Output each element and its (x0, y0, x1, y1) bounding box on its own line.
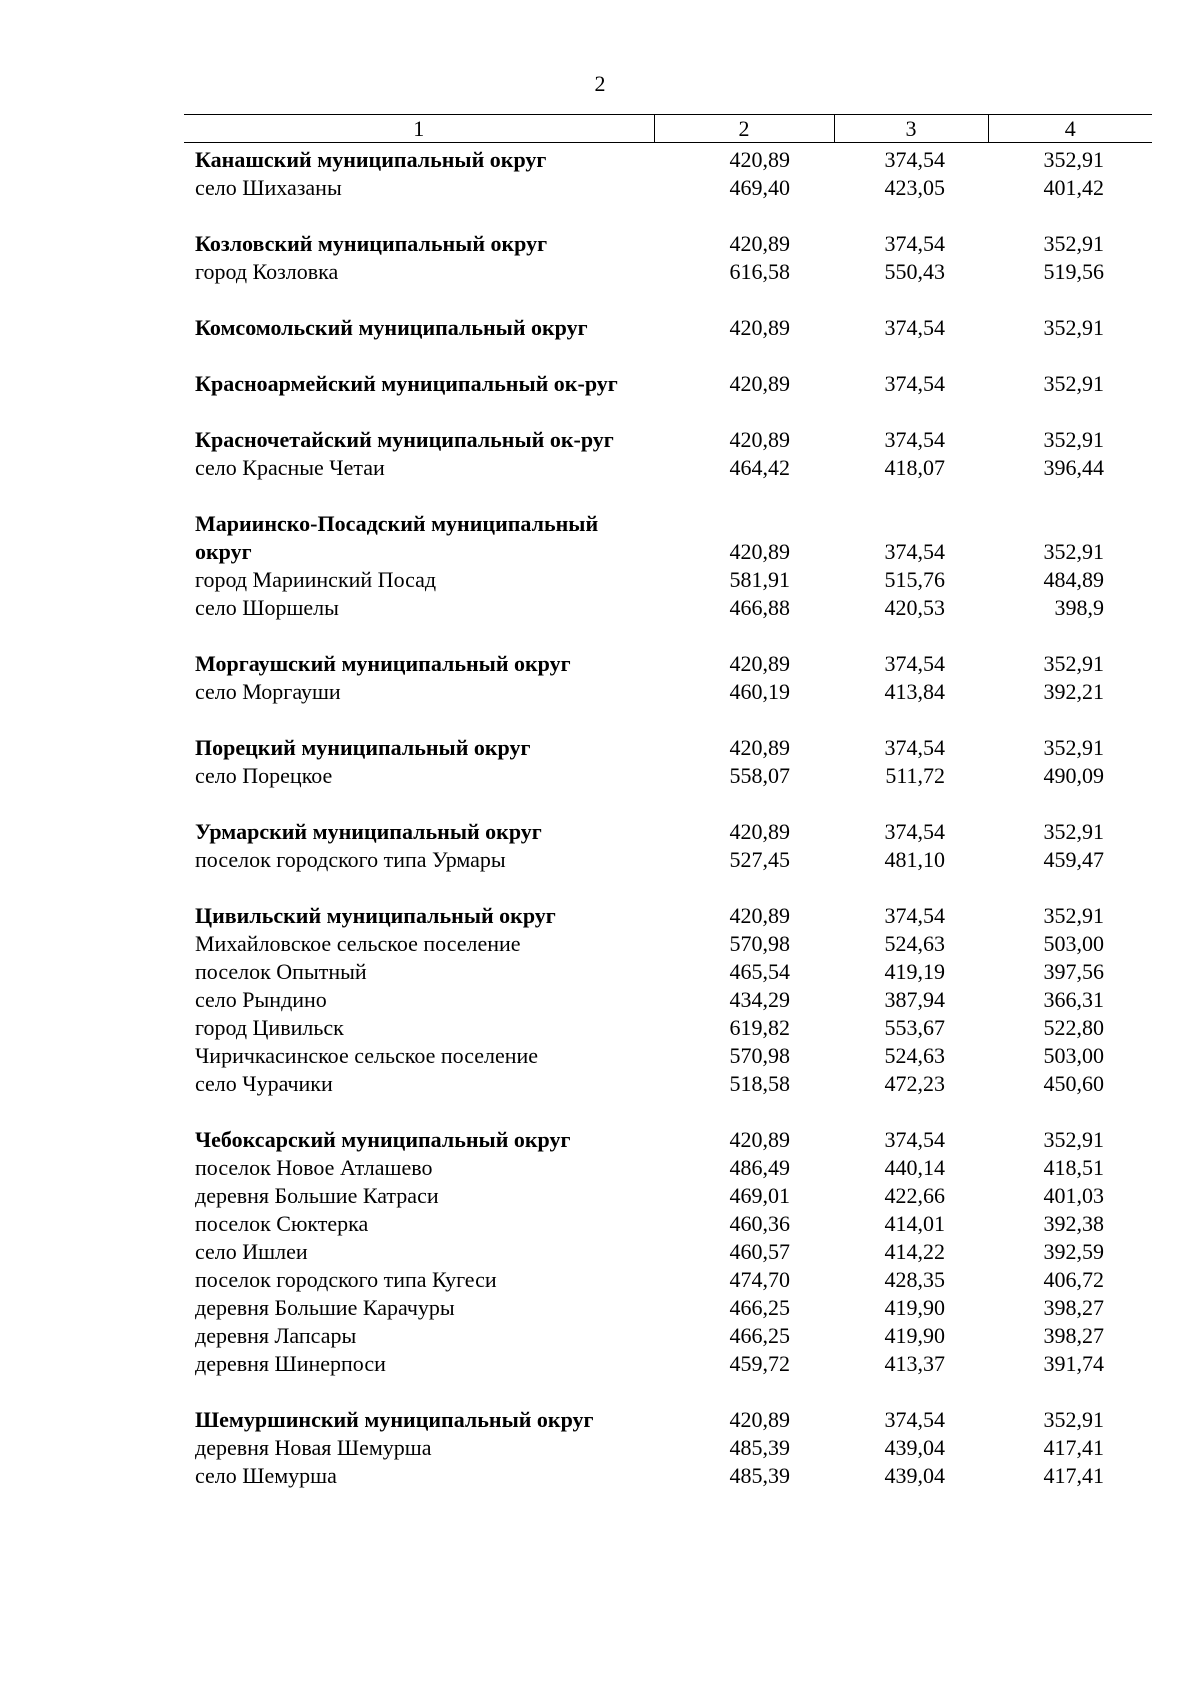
value-col-2: 465,54 (729, 959, 790, 984)
settlement-row (184, 762, 1152, 790)
value-col-4: 522,80 (1043, 1015, 1104, 1040)
value-col-3: 472,23 (884, 1071, 945, 1096)
spacer-cell (184, 790, 1152, 818)
value-col-3: 418,07 (884, 455, 945, 480)
value-col-3: 550,43 (884, 259, 945, 284)
settlement-row (184, 986, 1152, 1014)
value-col-2: 616,58 (729, 259, 790, 284)
value-col-2: 460,36 (729, 1211, 790, 1236)
value-col-3: 374,54 (884, 427, 945, 452)
value-col-3 (834, 510, 988, 538)
value-col-2: 420,89 (729, 903, 790, 928)
district-name: Красночетайский муниципальный ок-руг (195, 427, 614, 452)
district-row (184, 650, 1152, 678)
settlement-row (184, 258, 1152, 286)
column-header-1: 1 (184, 115, 654, 143)
value-col-3: 374,54 (884, 315, 945, 340)
value-col-2: 420,89 (729, 1127, 790, 1152)
district-row (184, 370, 1152, 398)
value-col-2: 420,89 (729, 315, 790, 340)
settlement-name: поселок городского типа Кугеси (195, 1267, 497, 1292)
spacer-cell (184, 1378, 1152, 1406)
district-row (184, 314, 1152, 342)
value-col-2: 581,91 (729, 567, 790, 592)
value-col-4: 459,47 (1043, 847, 1104, 872)
value-col-2: 485,39 (729, 1463, 790, 1488)
value-col-2: 570,98 (729, 1043, 790, 1068)
value-col-3: 428,35 (884, 1267, 945, 1292)
value-col-4: 391,74 (1043, 1351, 1104, 1376)
spacer-row (184, 202, 1152, 230)
settlement-name: город Цивильск (195, 1015, 344, 1040)
value-col-4: 417,41 (1043, 1435, 1104, 1460)
table-body (184, 143, 1152, 1491)
spacer-cell (184, 342, 1152, 370)
value-col-3: 374,54 (884, 231, 945, 256)
value-col-4: 519,56 (1043, 259, 1104, 284)
district-name: Канашский муниципальный округ (195, 147, 547, 172)
value-col-3: 511,72 (885, 763, 945, 788)
settlement-row (184, 1182, 1152, 1210)
district-name: округ (195, 539, 252, 564)
value-col-2: 486,49 (729, 1155, 790, 1180)
value-col-3: 374,54 (884, 539, 945, 564)
value-col-2: 420,89 (729, 735, 790, 760)
value-col-4: 503,00 (1043, 931, 1104, 956)
value-col-2: 469,01 (729, 1183, 790, 1208)
settlement-row (184, 174, 1152, 202)
value-col-2: 420,89 (729, 819, 790, 844)
value-col-2: 459,72 (729, 1351, 790, 1376)
value-col-2: 434,29 (729, 987, 790, 1012)
value-col-4: 398,27 (1043, 1295, 1104, 1320)
settlement-name: поселок Сюктерка (195, 1211, 369, 1236)
settlement-row (184, 1294, 1152, 1322)
value-col-3: 413,84 (884, 679, 945, 704)
spacer-row (184, 1098, 1152, 1126)
spacer-row (184, 706, 1152, 734)
district-name: Козловский муниципальный округ (195, 231, 548, 256)
value-col-2: 527,45 (729, 847, 790, 872)
spacer-cell (184, 286, 1152, 314)
settlement-row (184, 1350, 1152, 1378)
value-col-4: 366,31 (1043, 987, 1104, 1012)
value-col-4: 352,91 (1043, 1407, 1104, 1432)
value-col-2: 485,39 (729, 1435, 790, 1460)
spacer-cell (184, 202, 1152, 230)
spacer-row (184, 398, 1152, 426)
spacer-row (184, 342, 1152, 370)
settlement-row (184, 846, 1152, 874)
settlement-name: город Козловка (195, 259, 339, 284)
settlement-row (184, 1322, 1152, 1350)
settlement-row (184, 1014, 1152, 1042)
value-col-4: 401,03 (1043, 1183, 1104, 1208)
value-col-3: 414,01 (884, 1211, 945, 1236)
settlement-name: деревня Шинерпоси (195, 1351, 386, 1376)
value-col-2: 420,89 (729, 651, 790, 676)
spacer-cell (184, 874, 1152, 902)
value-col-3: 374,54 (884, 819, 945, 844)
value-col-4: 352,91 (1043, 903, 1104, 928)
value-col-2: 518,58 (729, 1071, 790, 1096)
district-name: Порецкий муниципальный округ (195, 735, 531, 760)
value-col-4: 352,91 (1043, 147, 1104, 172)
value-col-2: 466,25 (729, 1323, 790, 1348)
value-col-2: 464,42 (729, 455, 790, 480)
settlement-row (184, 678, 1152, 706)
settlement-name: Михайловское сельское поселение (195, 931, 521, 956)
settlement-name: деревня Новая Шемурша (195, 1435, 432, 1460)
settlement-row (184, 454, 1152, 482)
value-col-3: 374,54 (884, 1407, 945, 1432)
value-col-3: 553,67 (884, 1015, 945, 1040)
value-col-3: 440,14 (884, 1155, 945, 1180)
value-col-4: 398,27 (1043, 1323, 1104, 1348)
value-col-2: 420,89 (729, 539, 790, 564)
district-row (184, 818, 1152, 846)
value-col-2: 474,70 (729, 1267, 790, 1292)
settlement-row (184, 1266, 1152, 1294)
value-col-2: 420,89 (729, 371, 790, 396)
value-col-2 (654, 510, 834, 538)
value-col-3: 374,54 (884, 371, 945, 396)
value-col-4: 352,91 (1043, 371, 1104, 396)
settlement-name: село Шемурша (195, 1463, 337, 1488)
settlement-name: деревня Большие Карачуры (195, 1295, 455, 1320)
spacer-row (184, 482, 1152, 510)
district-row (184, 1126, 1152, 1154)
spacer-row (184, 1378, 1152, 1406)
value-col-4: 352,91 (1043, 427, 1104, 452)
settlement-name: поселок городского типа Урмары (195, 847, 506, 872)
settlement-name: село Чурачики (195, 1071, 333, 1096)
district-row (184, 426, 1152, 454)
value-col-2: 460,57 (729, 1239, 790, 1264)
value-col-4: 417,41 (1043, 1463, 1104, 1488)
value-col-3: 419,19 (884, 959, 945, 984)
value-col-3: 374,54 (884, 735, 945, 760)
spacer-row (184, 622, 1152, 650)
value-col-4: 450,60 (1043, 1071, 1104, 1096)
value-col-2: 420,89 (729, 147, 790, 172)
value-col-3: 419,90 (884, 1295, 945, 1320)
tariff-table (184, 114, 1152, 1490)
value-col-4: 352,91 (1043, 231, 1104, 256)
spacer-cell (184, 398, 1152, 426)
value-col-4: 397,56 (1043, 959, 1104, 984)
value-col-4: 418,51 (1043, 1155, 1104, 1180)
page-number: 2 (594, 71, 606, 96)
district-row (184, 538, 1152, 566)
settlement-name: село Шоршелы (195, 595, 339, 620)
value-col-3: 414,22 (884, 1239, 945, 1264)
table-header (184, 115, 1152, 143)
settlement-name: село Ишлеи (195, 1239, 308, 1264)
value-col-3: 420,53 (884, 595, 945, 620)
settlement-row (184, 1462, 1152, 1490)
settlement-name: село Моргауши (195, 679, 341, 704)
spacer-cell (184, 1098, 1152, 1126)
value-col-3: 423,05 (884, 175, 945, 200)
value-col-2: 619,82 (729, 1015, 790, 1040)
district-row (184, 902, 1152, 930)
settlement-name: поселок Новое Атлашево (195, 1155, 433, 1180)
settlement-row (184, 1434, 1152, 1462)
settlement-name: поселок Опытный (195, 959, 367, 984)
value-col-4: 352,91 (1043, 735, 1104, 760)
value-col-4: 396,44 (1043, 455, 1104, 480)
settlement-name: село Шихазаны (195, 175, 342, 200)
value-col-3: 374,54 (884, 147, 945, 172)
district-name: Моргаушский муниципальный округ (195, 651, 571, 676)
value-col-4: 401,42 (1043, 175, 1104, 200)
value-col-3: 374,54 (884, 903, 945, 928)
value-col-4: 503,00 (1043, 1043, 1104, 1068)
settlement-name: село Рындино (195, 987, 327, 1012)
spacer-cell (184, 482, 1152, 510)
spacer-cell (184, 706, 1152, 734)
spacer-row (184, 790, 1152, 818)
settlement-row (184, 1070, 1152, 1098)
value-col-2: 420,89 (729, 231, 790, 256)
value-col-2: 420,89 (729, 1407, 790, 1432)
settlement-name: село Порецкое (195, 763, 333, 788)
settlement-name: деревня Лапсары (195, 1323, 357, 1348)
value-col-3: 374,54 (884, 1127, 945, 1152)
value-col-3: 515,76 (884, 567, 945, 592)
settlement-row (184, 958, 1152, 986)
settlement-row (184, 1042, 1152, 1070)
value-col-3: 422,66 (884, 1183, 945, 1208)
value-col-2: 420,89 (729, 427, 790, 452)
district-row (184, 1406, 1152, 1434)
header-row (184, 115, 1152, 143)
district-name: Чебоксарский муниципальный округ (195, 1127, 571, 1152)
district-name: Красноармейский муниципальный ок-руг (195, 371, 618, 396)
value-col-2: 466,88 (729, 595, 790, 620)
settlement-row (184, 1210, 1152, 1238)
value-col-2: 558,07 (729, 763, 790, 788)
district-name: Урмарский муниципальный округ (195, 819, 542, 844)
value-col-4: 352,91 (1043, 819, 1104, 844)
settlement-row (184, 594, 1152, 622)
value-col-3: 439,04 (884, 1435, 945, 1460)
value-col-3: 419,90 (884, 1323, 945, 1348)
district-name: Цивильский муниципальный округ (195, 903, 556, 928)
settlement-row (184, 1154, 1152, 1182)
value-col-4 (988, 510, 1152, 538)
value-col-4: 392,59 (1043, 1239, 1104, 1264)
value-col-2: 466,25 (729, 1295, 790, 1320)
value-col-4: 484,89 (1043, 567, 1104, 592)
settlement-name: Чиричкасинское сельское поселение (195, 1043, 539, 1068)
spacer-cell (184, 622, 1152, 650)
district-row (184, 510, 1152, 538)
value-col-4: 392,21 (1043, 679, 1104, 704)
column-header-2: 2 (654, 115, 834, 143)
value-col-2: 469,40 (729, 175, 790, 200)
value-col-3: 387,94 (884, 987, 945, 1012)
spacer-row (184, 286, 1152, 314)
column-header-4: 4 (988, 115, 1152, 143)
column-header-3: 3 (834, 115, 988, 143)
spacer-row (184, 874, 1152, 902)
value-col-4: 490,09 (1043, 763, 1104, 788)
settlement-name: деревня Большие Катраси (195, 1183, 439, 1208)
district-row (184, 143, 1152, 175)
value-col-2: 570,98 (729, 931, 790, 956)
value-col-4: 398,9 (1054, 595, 1104, 620)
settlement-row (184, 1238, 1152, 1266)
value-col-2: 460,19 (729, 679, 790, 704)
value-col-4: 352,91 (1043, 651, 1104, 676)
district-row (184, 734, 1152, 762)
value-col-3: 481,10 (884, 847, 945, 872)
value-col-3: 524,63 (884, 931, 945, 956)
value-col-3: 524,63 (884, 1043, 945, 1068)
value-col-3: 439,04 (884, 1463, 945, 1488)
settlement-row (184, 930, 1152, 958)
settlement-name: село Красные Четаи (195, 455, 385, 480)
district-row (184, 230, 1152, 258)
value-col-3: 374,54 (884, 651, 945, 676)
settlement-row (184, 566, 1152, 594)
district-name: Шемуршинский муниципальный округ (195, 1407, 594, 1432)
value-col-3: 413,37 (884, 1351, 945, 1376)
district-name: Комсомольский муниципальный округ (195, 315, 588, 340)
value-col-4: 406,72 (1043, 1267, 1104, 1292)
value-col-4: 392,38 (1043, 1211, 1104, 1236)
value-col-4: 352,91 (1043, 539, 1104, 564)
settlement-name: город Мариинский Посад (195, 567, 437, 592)
district-name: Мариинско-Посадский муниципальный (195, 511, 599, 536)
value-col-4: 352,91 (1043, 315, 1104, 340)
value-col-4: 352,91 (1043, 1127, 1104, 1152)
